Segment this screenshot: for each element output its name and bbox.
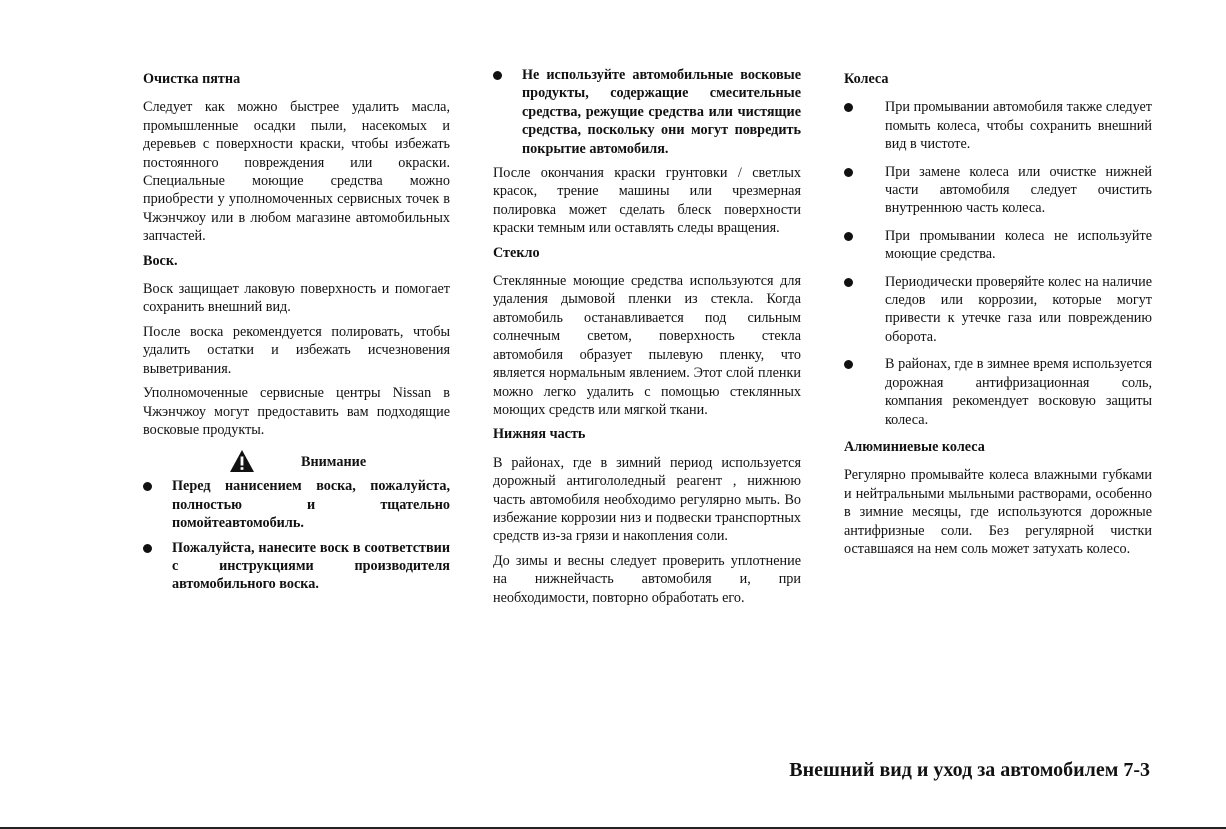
paragraph: Уполномоченные сервисные центры Nissan в Чжэнчжоу могут предоставить вам подходящие восковые продукты. xyxy=(143,385,450,438)
bullet-icon xyxy=(844,360,853,369)
warning-title: Внимание xyxy=(301,454,367,471)
bullet-icon xyxy=(143,544,152,553)
paragraph: В районах, где в зимний период используется дорожный антигололедный реагент , нижнюю часть автомобиля необходимо регулярно мыть. Во избежание коррозии низ и подвески транспортных средств из-за грязи и накопления соли. xyxy=(493,454,801,545)
warning-bullet: Перед нанисением воска, пожалуйста, полностью и тщательно помойтеавтомобиль. xyxy=(143,477,450,532)
bullet-icon xyxy=(844,168,853,177)
bullet-icon xyxy=(844,103,853,112)
warning-triangle-icon xyxy=(229,449,255,473)
heading-underbody: Нижняя часть xyxy=(493,426,586,443)
heading-stain-cleaning: Очистка пятна xyxy=(143,71,241,87)
list-item: При промывании автомобиля также следует помыть колеса, чтобы сохранить внешний вид в чистоте. xyxy=(844,98,1152,153)
bullet-icon xyxy=(143,482,152,491)
bullet-icon xyxy=(844,278,853,287)
paragraph: Следует как можно быстрее удалить масла, промышленные осадки пыли, насекомых и деревьев с поверхности краски, чтобы избежать постоянного повреждения или окраски. Специальные моющие средства можно приобрести у уполномоченных сервисных точек в Чжэнчжоу или в любом магазине автомобильных запчастей. xyxy=(143,99,450,245)
list-item: При промывании колеса не используйте моющие средства. xyxy=(844,227,1152,264)
paragraph: Воск защищает лаковую поверхность и помогает сохранить внешний вид. xyxy=(143,281,450,316)
heading-glass: Стекло xyxy=(493,244,540,261)
warning-header xyxy=(143,449,450,475)
paragraph: До зимы и весны следует проверить уплотнение на нижнейчасть автомобиля и, при необходимости, повторно обработать его. xyxy=(493,552,801,606)
page-footer: Внешний вид и уход за автомобилем 7-3 xyxy=(789,759,1150,781)
column-1 xyxy=(143,62,450,600)
warning-bullet: Не используйте автомобильные восковые продукты, содержащие смесительные средства, режущие средства или чистящие средства, поскольку они могут повредить покрытие автомобиля. xyxy=(493,66,801,158)
column-3 xyxy=(844,62,1152,564)
list-item: При замене колеса или очистке нижней части автомобиля следует очистить внутреннюю часть колеса. xyxy=(844,163,1152,218)
heading-wheels: Колеса xyxy=(844,71,889,87)
list-item: Периодически проверяйте колес на наличие следов или коррозии, которые могут привести к утечке газа или повреждению оборота. xyxy=(844,273,1152,347)
bullet-icon xyxy=(493,71,502,80)
paragraph: Стеклянные моющие средства используются для удаления дымовой пленки из стекла. Когда автомобиль останавливается под сильным солнечным светом, поверхность стекла автомобиля образует пылевую пленку, что является нормальным явлением. Этот слой пленки можно легко удалить с помощью стеклянных моющих средств или мягкой ткани. xyxy=(493,273,801,418)
heading-alloy-wheels: Алюминиевые колеса xyxy=(844,438,985,455)
warning-bullet: Пожалуйста, нанесите воск в соответствии с инструкциями производителя автомобильного воска. xyxy=(143,539,450,594)
heading-wax: Воск. xyxy=(143,252,178,269)
paragraph: После воска рекомендуется полировать, чтобы удалить остатки и избежать исчезновения выветривания. xyxy=(143,323,450,377)
paragraph: После окончания краски грунтовки / светлых красок, трение машины или чрезмерная полировка может сделать блеск поверхности краски темным или оставлять следы вращения. xyxy=(493,165,801,237)
paragraph: Регулярно промывайте колеса влажными губками и нейтральными мыльными растворами, особенно в зимние месяцы, где используются дорожные антифризные соли. Без регулярной чистки оставшаяся на нем соль может затухать колесо. xyxy=(844,467,1152,557)
list-item: В районах, где в зимнее время используется дорожная антифризационная соль, компания рекомендует восковую защиты колеса. xyxy=(844,355,1152,429)
column-2 xyxy=(493,62,801,613)
bullet-icon xyxy=(844,232,853,241)
